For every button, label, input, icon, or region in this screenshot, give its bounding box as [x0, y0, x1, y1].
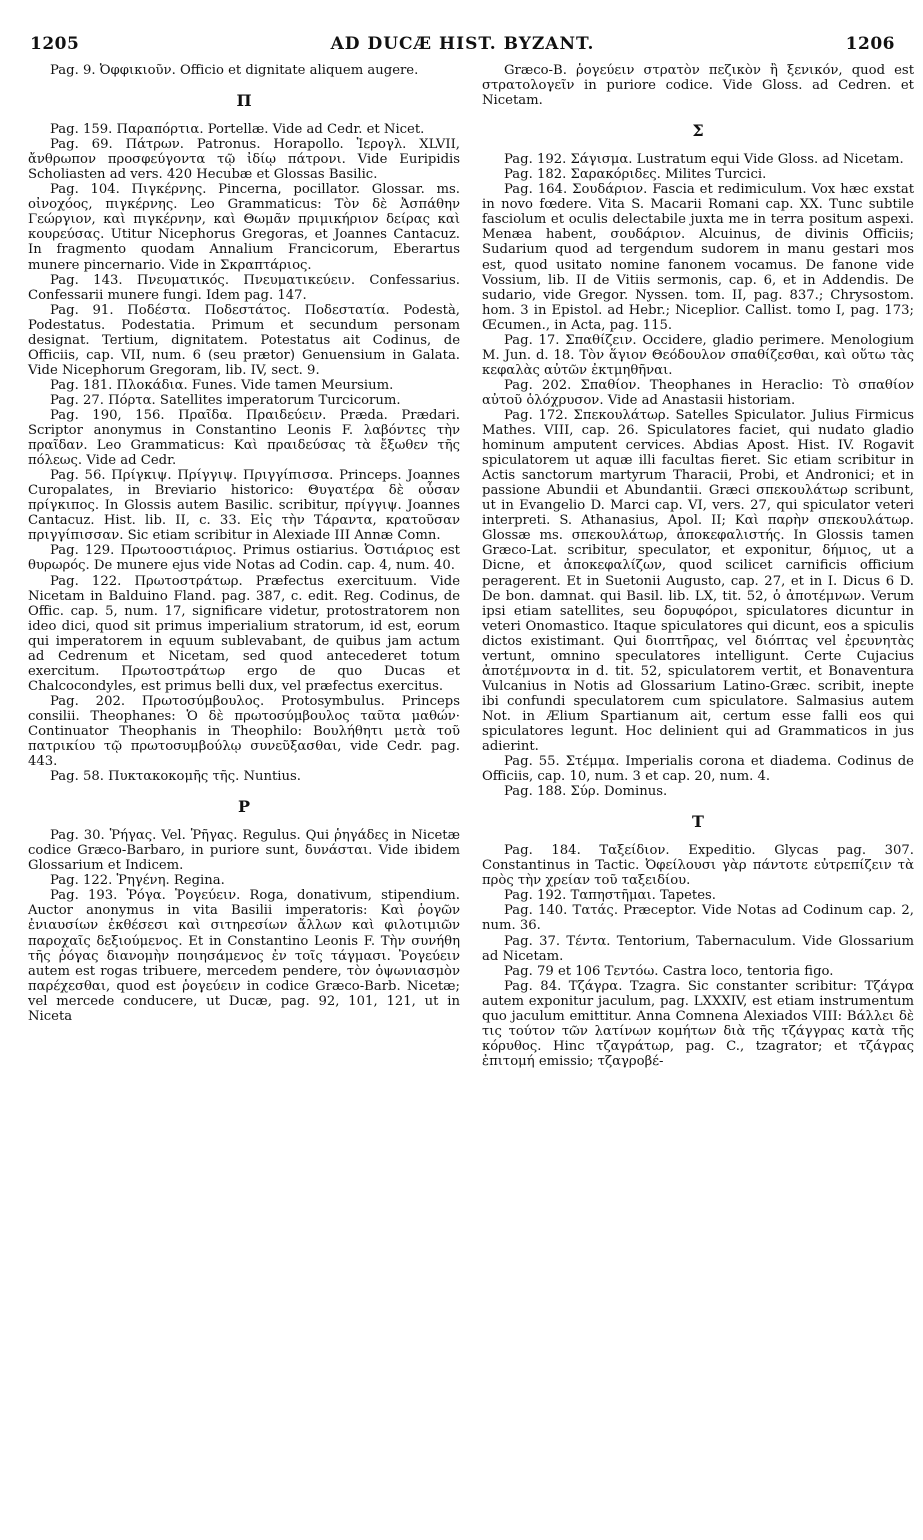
section-letter: Π — [236, 91, 252, 111]
glossary-entry: Pag. 58. Πυκτακοκομῆς τῆς. Nuntius. — [50, 769, 301, 785]
glossary-entry: Pag. 140. Τατάς. Præceptor. Vide Notas ad Codinum cap. 2, num. 36. — [482, 903, 914, 934]
glossary-entry: Pag. 55. Στέμμα. Imperialis corona et diadema. Codinus de Officiis, cap. 10, num. 3 et cap. 20, num. 4. — [482, 754, 914, 785]
page-number-left: 1205 — [30, 34, 80, 54]
glossary-entry: Pag. 91. Ποδέστα. Ποδεστάτος. Ποδεστατία. Podestà, Podestatus. Podestatia. Primum et secundum personam designat. Tertium, dignitatem. Potestatus ait Codinus, de Officiis, cap. VII, num. 6 (seu prætor) Genuensium in Galata. Vide Nicephorum Gregoram, lib. IV, sect. 9. — [28, 302, 460, 378]
glossary-entry: Pag. 193. Ῥόγα. Ῥογεύειν. Roga, donativum, stipendium. Auctor anonymus in vita Basilii imperatoris: Καὶ ῥογῶν ἐνιαυσίων ἐκθέσεσι καὶ σιτηρεσίων ἄλλων καὶ φιλοτιμιῶν παροχαῖς δεξιούμενος. Et in Constantino Leonis F. Τὴν συνήθη τῆς ῥόγας διανομὴν ποιησάμενος ἐν τοῖς τάγμασι. Ῥογεύειν autem est rogas tribuere, mercedem pendere, τὸν ὀψωνιασμὸν παρέχεσθαι, quod est ῥογεύειν in codice Græco-Barb. Nicetæ; vel mercede conducere, ut Ducæ, pag. 92, 101, 121, ut in Niceta — [28, 888, 460, 1024]
section-letter: Τ — [692, 812, 704, 832]
glossary-entry: Pag. 172. Σπεκουλάτωρ. Satelles Spiculator. Julius Firmicus Mathes. VIII, cap. 26. Spiculatores faciet, qui nudato gladio hominum amputent cervices. Abdias Apost. Hist. IV. Rogavit spiculatorem ut aquæ illi facultas fieret. Sic etiam scribitur in Actis sanctorum martyrum Tharacii, Probi, et Andronici; et in passione Abundii et Abundantii. Græci σπεκουλάτωρ scribunt, ut in Evangelio D. Marci cap. VI, vers. 27, qui spiculator veteri interpreti. S. Athanasius, Apol. II; Καὶ παρὴν σπεκουλάτωρ. Glossæ ms. σπεκουλάτωρ, ἀποκεφαλιστής. In Glossis tamen Græco-Lat. scribitur, speculator, et exponitur, δήμιος, ut a Dicne, et ἀποκεφαλίζων, quod scilicet carnificis officium peragerent. Et in Suetonii Augusto, cap. 27, et in I. Dicus 6 D. De bon. damnat. qui Basil. lib. LX, tit. 52, ὁ ἀποτέμνων. Verum ipsi etiam satellites, seu δορυφόροι, spiculatores dicuntur in veteri Onomastico. Itaque spiculatores qui dicunt, eos a spiculis dictos existimant. Qui διοπτῆρας, vel διόπτας vel ἐρευνητὰς vertunt, omnino speculatores intelligunt. Certe Cujacius ἀποτέμνοντα in d. tit. 52, spiculatorem vertit, et Bonaventura Vulcanius in Notis ad Glossarium Latino-Græc. scribit, inepte ibi confundi speculatorem cum spiculatore. Salmasius autem Not. in Ælium Spartianum ait, certum esse falli eos qui spiculatores legunt. Hoc delinient qui ad Grammaticos in jus adierint. — [482, 407, 914, 755]
glossary-entry: Pag. 30. Ῥήγας. Vel. Ῥῆγας. Regulus. Qui ῥηγάδες in Nicetæ codice Græco-Barbaro, in puriore sunt, δυνάσται. Vide ibidem Glossarium et Indicem. — [28, 828, 460, 874]
glossary-entry: Pag. 17. Σπαθίζειν. Occidere, gladio perimere. Menologium M. Jun. d. 18. Τὸν ἅγιον Θεόδουλον σπαθίζεσθαι, καὶ οὕτω τὰς κεφαλὰς αὐτῶν ἐκτμηθῆναι. — [482, 332, 914, 378]
left-column — [28, 63, 460, 1024]
glossary-entry: Pag. 27. Πόρτα. Satellites imperatorum Turcicorum. — [50, 392, 401, 408]
running-title: AD DUCÆ HIST. BYZANT. — [330, 34, 595, 54]
glossary-entry: Pag. 184. Ταξείδιον. Expeditio. Glycas pag. 307. Constantinus in Tactic. Ὀφείλουσι γὰρ πάντοτε εὐτρεπίζειν τὰ πρὸς τὴν χρείαν τοῦ ταξειδίου. — [482, 843, 914, 889]
glossary-entry: Pag. 56. Πρίγκιψ. Πρίγγιψ. Πριγγίπισσα. Princeps. Joannes Curopalates, in Breviario historico: Θυγατέρα δὲ οὖσαν πρίγκιπος. In Glossis autem Basilic. scribitur, πρίγγιψ. Joannes Cantacuz. Hist. lib. II, c. 33. Εἰς τὴν Τάραντα, κρατοῦσαν πριγγίπισσαν. Sic etiam scribitur in Alexiade III Annæ Comn. — [28, 468, 460, 544]
glossary-entry: Pag. 202. Πρωτοσύμβουλος. Protosymbulus. Princeps consilii. Theophanes: Ὁ δὲ πρωτοσύμβουλος ταῦτα μαθών· Continuator Theophanis in Theophilo: Βουλήθητι μετὰ τοῦ πατρικίου τῷ πρωτοσυμβούλῳ συνεῦξασθαι, vide Cedr. pag. 443. — [28, 693, 460, 770]
glossary-entry: Græco-B. ῥογεύειν στρατὸν πεζικὸν ἢ ξενικόν, quod est στρατολογεῖν in puriore codice. Vide Gloss. ad Cedren. et Nicetam. — [482, 63, 914, 109]
page-header — [30, 34, 895, 58]
glossary-entry: Pag. 181. Πλοκάδια. Funes. Vide tamen Meursium. — [50, 377, 394, 393]
glossary-entry: Pag. 143. Πνευματικός. Πνευματικεύειν. Confessarius. Confessarii munere fungi. Idem pag. 147. — [28, 272, 460, 303]
glossary-entry: Pag. 129. Πρωτοοστιάριος. Primus ostiarius. Ὀστιάριος est θυρωρός. De munere ejus vide Notas ad Codin. cap. 4, num. 40. — [28, 543, 460, 574]
glossary-entry: Pag. 164. Σουδάριον. Fascia et redimiculum. Vox hæc exstat in novo fœdere. Vita S. Macarii Romani cap. XX. Tunc subtile fasciolum et oculis delectabile juxta me in terra positum aspexi. Menæa habent, σουδάριον. Alcuinus, de divinis Officiis; Sudarium quod ad tergendum sudorem in manu gestari mos est, quod usitato nomine fanonem vocamus. De fanone vide Vossium, lib. II de Vitiis sermonis, cap. 6, et in Addendis. De sudario, vide Gregor. Nyssen. tom. II, pag. 837.; Chrysostom. hom. 3 in Epistol. ad Hebr.; Niceplior. Callist. tomo I, pag. 173; Œcumen., in Acta, pag. 115. — [482, 182, 914, 333]
glossary-entry: Pag. 190, 156. Πραῖδα. Πραιδεύειν. Præda. Prædari. Scriptor anonymus in Constantino Leonis F. λαβόντες τὴν πραῖδαν. Leo Grammaticus: Καὶ πραιδεύσας τὰ ἔξωθεν τῆς πόλεως. Vide ad Cedr. — [28, 407, 460, 469]
glossary-entry: Pag. 159. Παραπόρτια. Portellæ. Vide ad Cedr. et Nicet. — [50, 122, 425, 138]
glossary-entry: Pag. 122. Πρωτοστράτωρ. Præfectus exercituum. Vide Nicetam in Balduino Fland. pag. 387, c. edit. Reg. Codinus, de Offic. cap. 5, num. 17, significare videtur, protostratorem non ideo dici, quod sit primus imperialium stratorum, id est, eorum qui imperatorem in equum sublevabant, de quibus jam actum ad Cedrenum et Nicetam, sed quod antecederet totum exercitum. Πρωτοστράτωρ ergo de quo Ducas et Chalcocondyles, est primus belli dux, vel præfectus exercitus. — [28, 573, 460, 694]
section-letter: Ρ — [237, 797, 251, 817]
glossary-entry: Pag. 69. Πάτρων. Patronus. Horapollo. Ἱερογλ. XLVII, ἄνθρωπον προσφεύγοντα τῷ ἰδίῳ πάτρονι. Vide Euripidis Scholiasten ad vers. 420 Hecubæ et Glossas Basilic. — [28, 137, 460, 183]
right-column — [482, 63, 914, 1069]
glossary-entry: Pag. 192. Σάγισμα. Lustratum equi Vide Gloss. ad Nicetam. — [504, 152, 904, 168]
section-letter: Σ — [692, 121, 704, 141]
glossary-entry: Pag. 104. Πιγκέρνης. Pincerna, pocillator. Glossar. ms. οἰνοχόος, πιγκέρνης. Leo Grammaticus: Τὸν δὲ Ἀσπάθην Γεώργιον, καὶ πιγκέρνην, καὶ Θωμᾶν πριμικήριον δείρας καὶ κουρεύσας. Utitur Nicephorus Gregoras, et Joannes Cantacuz. In fragmento quodam Annalium Francicorum, Eberartus munere pincernario. Vide in Σκραπτάριος. — [28, 182, 460, 273]
glossary-entry: Pag. 192. Ταπηστῆμαι. Tapetes. — [504, 888, 716, 904]
glossary-entry: Pag. 202. Σπαθίον. Theophanes in Heraclio: Τὸ σπαθίον αὐτοῦ ὁλόχρυσον. Vide ad Anastasii historiam. — [482, 377, 914, 408]
glossary-entry: Pag. 122. Ῥηγένη. Regina. — [50, 873, 225, 889]
glossary-entry: Pag. 182. Σαρακόριδες. Milites Turcici. — [504, 167, 767, 183]
glossary-entry: Pag. 9. Ὀφφικιοῦν. Officio et dignitate aliquem augere. — [50, 63, 419, 78]
glossary-entry: Pag. 79 et 106 Τεντόω. Castra loco, tentoria figo. — [504, 963, 834, 979]
glossary-entry: Pag. 84. Τζάγρα. Tzagra. Sic constanter scribitur: Τζάγρα autem exponitur jaculum, pag. LXXXIV, est etiam instrumentum quo jaculum emittitur. Anna Comnena Alexiados VIII: Βάλλει δὲ τις τούτον τῶν λατίνων κομήτων διὰ τῆς τζάγγρας κατὰ τῆς κόρυθος. Hinc τζαγράτωρ, pag. C., tzagrator; et τζάγρας ἐπιτομή emissio; τζαγροβέ- — [482, 978, 914, 1069]
glossary-entry: Pag. 37. Τέντα. Tentorium, Tabernaculum. Vide Glossarium ad Nicetam. — [482, 933, 914, 964]
glossary-entry: Pag. 188. Σύρ. Dominus. — [504, 784, 668, 800]
page-number-right: 1206 — [845, 34, 895, 54]
